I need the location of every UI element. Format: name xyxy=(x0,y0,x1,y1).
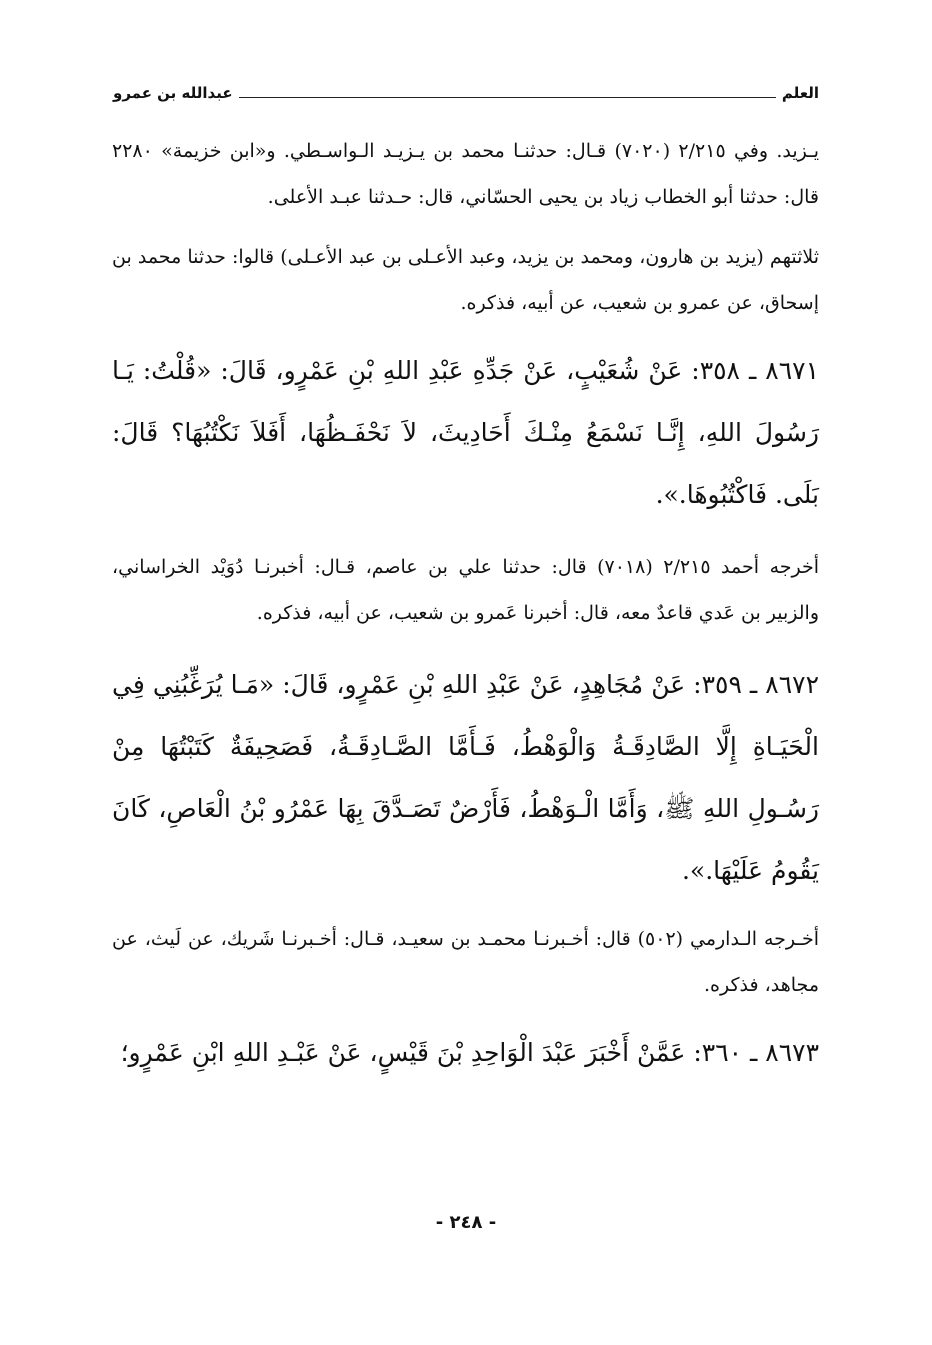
paragraph-gap xyxy=(112,326,819,340)
hadith-paragraph: ٨٦٧١ ـ ٣٥٨: عَنْ شُعَيْبٍ، عَنْ جَدِّهِ عَبْدِ اللهِ بْنِ عَمْرٍو، قَالَ: «قُلْتُ: يَـا رَسُولَ اللهِ، إِنَّـا نَسْمَعُ مِنْـكَ أَحَادِيثَ، لاَ نَحْفَـظُهَا، أَفَلاَ نَكْتُبُهَا؟ قَالَ: بَلَى. فَاكْتُبُوهَا.». xyxy=(112,356,820,509)
paragraph-gap xyxy=(112,902,819,916)
commentary-paragraph: يـزيد. وفي ٢/٢١٥ (٧٠٢٠) قـال: حدثنـا محمد بن يـزيـد الـواسـطي. و«ابن خزيمة» ٢٢٨٠ قال: حدثنا أبو الخطاب زياد بن يحيى الحسّاني، قال: حـدثنا عبـد الأعلى. xyxy=(112,140,819,208)
header-rule xyxy=(239,97,776,98)
page-number: - ٢٤٨ - xyxy=(435,1212,497,1233)
section-title: عبدالله بن عمرو xyxy=(113,84,233,102)
paragraph-gap xyxy=(112,526,819,544)
paragraph-gap xyxy=(112,636,819,654)
paragraph-gap xyxy=(112,1008,819,1022)
running-header xyxy=(113,80,819,102)
book-title: العلم xyxy=(781,84,819,102)
commentary-paragraph: أخـرجه الـدارمي (٥٠٢) قال: أخـبرنـا محمـد بن سعيـد، قـال: أخـبرنـا شَريك، عن لَيث، عن مجاهد، فذكره. xyxy=(112,928,819,996)
hadith-paragraph: ٨٦٧٣ ـ ٣٦٠: عَمَّنْ أَخْبَرَ عَبْدَ الْوَاحِدِ بْنَ قَيْسٍ، عَنْ عَبْـدِ اللهِ ابْنِ عَمْرٍو؛ xyxy=(120,1038,819,1067)
paragraph-gap xyxy=(112,220,819,234)
commentary-paragraph: ثلاثتهم (يزيد بن هارون، ومحمد بن يزيد، وعبد الأعـلى بن عبد الأعـلى) قالوا: حدثنا محمد بن إسحاق، عن عمرو بن شعيب، عن أبيه، فذكره. xyxy=(112,246,819,314)
hadith-paragraph: ٨٦٧٢ ـ ٣٥٩: عَنْ مُجَاهِدٍ، عَنْ عَبْدِ اللهِ بْنِ عَمْرٍو، قَالَ: «مَـا يُرَغِّبُنِي فِي الْحَيَـاةِ إِلَّا الصَّادِقَـةُ وَالْوَهْطُ، فَـأَمَّا الصَّـادِقَـةُ، فَصَحِيفَةٌ كَتَبْتُهَا مِنْ رَسُـولِ اللهِ ﷺ، وَأَمَّا الْـوَهْطُ، فَأَرْضٌ تَصَـدَّقَ بِهَا عَمْرُو بْنُ الْعَاصِ، كَانَ يَقُومُ عَلَيْهَا.». xyxy=(112,670,820,885)
commentary-paragraph: أخرجه أحمد ٢/٢١٥ (٧٠١٨) قال: حدثنا علي بن عاصم، قـال: أخبرنـا دُوَيْد الخراساني، والزبير بن عَدي قاعدٌ معه، قال: أخبرنا عَمرو بن شعيب، عن أبيه، فذكره. xyxy=(112,556,820,624)
page-body xyxy=(112,128,819,1084)
